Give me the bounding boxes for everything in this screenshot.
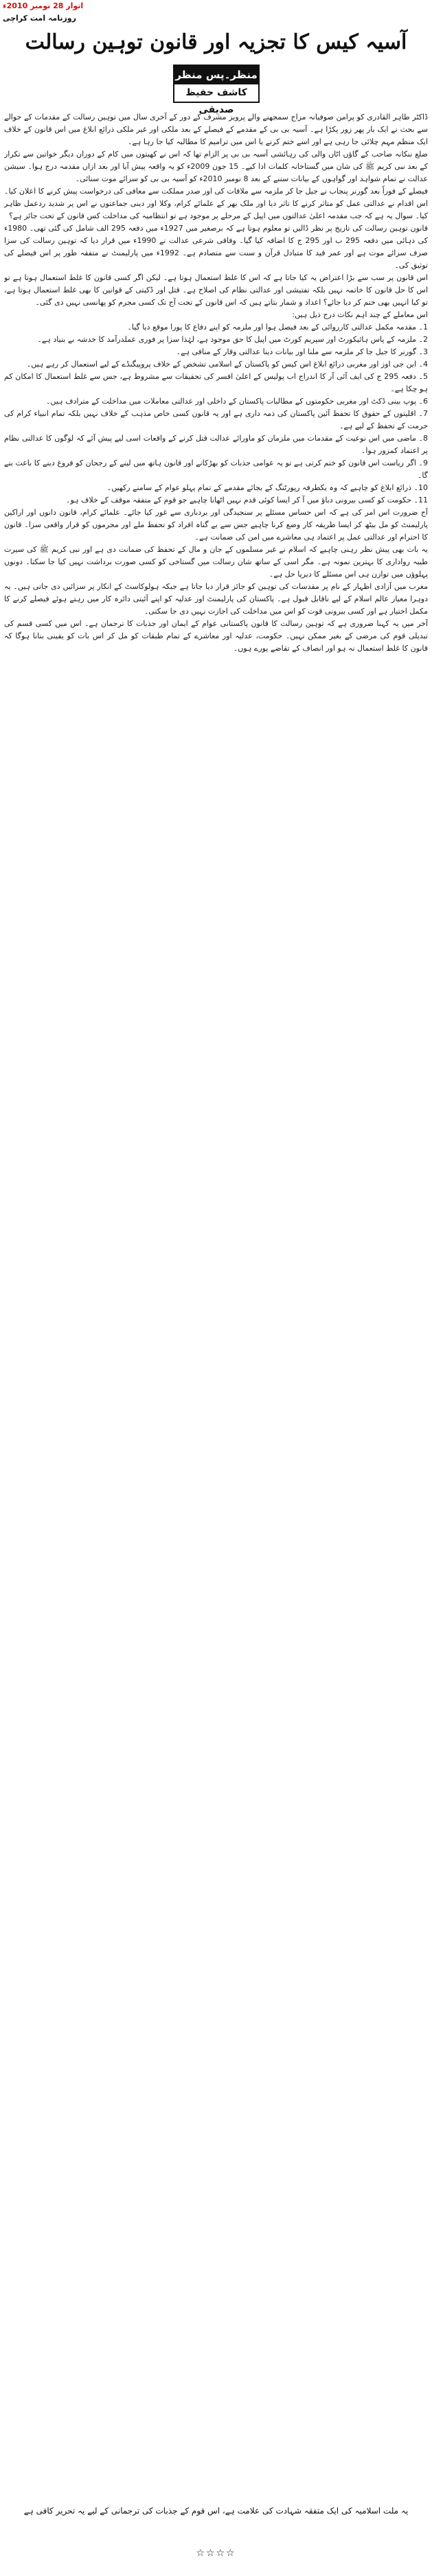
article-paragraph: ڈاکٹر طاہر القادری کو پرامن صوفیانہ مزاج سمجھنے والے پرویز مشرف کے دور کے آخری سال میں توہین رسالت کے مقدمات کے حوالے سے بحث نے ایک بار پھر زور پکڑا ہے۔ آسیہ بی بی کے مقدمے کے فیصلے کے بعد ملکی اور غیر ملکی ذرائع ابلاغ میں اس قانون کے خلاف ایک منظم مہم چلائی جا رہی ہے اور اسے ختم کرنے یا اس میں ترامیم کا مطالبہ کیا جا رہا ہے۔ bbox=[4, 113, 428, 146]
closing-line: یہ ملت اسلامیہ کی ایک متفقہ شہادت کی علامت ہے، اس قوم کے جذبات کی ترجمانی کے لیے یہ تحریر کافی ہے bbox=[23, 2506, 409, 2516]
article-paragraph: 8۔ ماضی میں اس نوعیت کے مقدمات میں ملزمان کو ماورائے عدالت قتل کرنے کے واقعات اسی لیے پیش آئے کہ لوگوں کا عدالتی نظام پر اعتماد کمزور ہوا۔ bbox=[4, 434, 428, 455]
article-paragraph: قانون توہین رسالت کی تاریخ پر نظر ڈالیں تو معلوم ہوتا ہے کہ برصغیر میں 1927ء میں دفعہ 295 الف شامل کی گئی تھی۔ 1980ء کی دہائی میں دفعہ 295 ب اور 295 ج کا اضافہ کیا گیا۔ وفاقی شرعی عدالت نے 1990ء میں قرار دیا کہ توہین رسالت کی سزا صرف سزائے موت ہے اور عمر قید کا متبادل قرآن و سنت سے متصادم ہے۔ 1992ء میں پارلیمنٹ نے متفقہ طور پر اس فیصلے کی توثیق کی۔ bbox=[4, 224, 428, 270]
article-paragraph: 7۔ اقلیتوں کے حقوق کا تحفظ آئین پاکستان کی ذمہ داری ہے اور یہ قانون کسی خاص مذہب کے خلاف نہیں بلکہ تمام انبیاء کرام کی حرمت کے تحفظ کے لیے ہے۔ bbox=[4, 409, 428, 430]
article-paragraph: فیصلے کے فوراً بعد گورنر پنجاب نے جیل جا کر ملزمہ سے ملاقات کی اور صدر مملکت سے معافی کی درخواست پیش کرنے کا اعلان کیا۔ اس اقدام نے عدالتی عمل کو متاثر کرنے کا تاثر دیا اور ملک بھر کے علمائے کرام، وکلا اور دینی جماعتوں نے اس پر شدید ردعمل ظاہر کیا۔ سوال یہ ہے کہ جب مقدمہ اعلیٰ عدالتوں میں اپیل کے مرحلے پر موجود ہے تو انتظامیہ کی مداخلت کس قانون کے تحت جائز ہے؟ bbox=[4, 187, 428, 220]
article-paragraph: مغرب میں آزادی اظہار کے نام پر مقدسات کی توہین کو جائز قرار دیا جاتا ہے جبکہ ہولوکاسٹ کے انکار پر سزائیں دی جاتی ہیں۔ یہ دوہرا معیار عالم اسلام کے لیے ناقابل قبول ہے۔ پاکستان کی پارلیمنٹ اور عدلیہ کو اپنے آئینی دائرہ کار میں رہتے ہوئے فیصلے کرنے کا مکمل اختیار ہے اور کسی بیرونی قوت کو اس میں مداخلت کی اجازت نہیں دی جا سکتی۔ bbox=[4, 582, 428, 616]
article-paragraph: 6۔ پوپ بینی ڈکٹ اور مغربی حکومتوں کے مطالبات پاکستان کے داخلی اور عدالتی معاملات میں مداخلت کے مترادف ہیں۔ bbox=[45, 397, 428, 406]
article-paragraph: 3۔ گورنر کا جیل جا کر ملزمہ سے ملنا اور بیانات دینا عدالتی وقار کے منافی ہے۔ bbox=[176, 347, 428, 356]
article-paragraph: آخر میں یہ کہنا ضروری ہے کہ توہین رسالت کا قانون پاکستانی عوام کے ایمان اور جذبات کا ترجمان ہے۔ اس میں کسی قسم کی تبدیلی قوم کی مرضی کے بغیر ممکن نہیں۔ حکومت، عدلیہ اور معاشرے کے تمام طبقات کو مل کر اس بات کو یقینی بنانا ہوگا کہ قانون کا غلط استعمال نہ ہو اور انصاف کے تقاضے پورے ہوں۔ bbox=[4, 619, 428, 653]
article-paragraph: اس قانون پر سب سے بڑا اعتراض یہ کیا جاتا ہے کہ اس کا غلط استعمال ہوتا ہے۔ لیکن اگر کسی قانون کا غلط استعمال ہوتا ہے تو اس کا حل قانون کا خاتمہ نہیں بلکہ تفتیشی اور عدالتی نظام کی اصلاح ہے۔ قتل اور ڈکیتی کے قوانین کا بھی غلط استعمال ہوتا ہے، تو کیا انہیں بھی ختم کر دیا جائے؟ اعداد و شمار بتاتے ہیں کہ اس قانون کے تحت آج تک کسی مجرم کو پھانسی نہیں دی گئی۔ bbox=[4, 273, 428, 307]
article-paragraph: 1۔ مقدمہ مکمل عدالتی کارروائی کے بعد فیصل ہوا اور ملزمہ کو اپنے دفاع کا پورا موقع دیا گیا۔ bbox=[127, 323, 428, 332]
article-paragraph: 10۔ ذرائع ابلاغ کو چاہیے کہ وہ یکطرفہ رپورٹنگ کے بجائے مقدمے کے تمام پہلو عوام کے سامنے رکھیں۔ bbox=[106, 483, 428, 492]
article-paragraph: یہ بات بھی پیش نظر رہنی چاہیے کہ اسلام نے غیر مسلموں کے جان و مال کے تحفظ کی ضمانت دی ہے اور نبی کریم ﷺ کی سیرت طیبہ رواداری کا بہترین نمونہ ہے۔ مگر اسی کے ساتھ شان رسالت میں گستاخی کو کسی صورت برداشت نہیں کیا جا سکتا۔ دونوں پہلوؤں میں توازن ہی اس مسئلے کا دیرپا حل ہے۔ bbox=[4, 545, 428, 579]
article-paragraph: اس معاملے کے چند اہم نکات درج ذیل ہیں: bbox=[292, 310, 428, 319]
column-author: کاشف حفیظ صدیقی bbox=[185, 87, 247, 115]
article-paragraph: 4۔ این جی اوز اور مغربی ذرائع ابلاغ اس کیس کو پاکستان کے اسلامی تشخص کے خلاف پروپیگنڈے کے لیے استعمال کر رہے ہیں۔ bbox=[26, 360, 428, 369]
article-headline: آسیہ کیس کا تجزیہ اور قانون توہین رسالت bbox=[25, 30, 407, 54]
article-paragraph: 2۔ ملزمہ کے پاس ہائیکورٹ اور سپریم کورٹ میں اپیل کا حق موجود ہے، لہٰذا سزا پر فوری عملدرآمد کا خدشہ بے بنیاد ہے۔ bbox=[37, 335, 428, 344]
article-paragraph: 5۔ دفعہ 295 ج کی ایف آئی آر کا اندراج اب پولیس کے اعلیٰ افسر کی تحقیقات سے مشروط ہے، جس سے غلط استعمال کا امکان کم ہو چکا ہے۔ bbox=[4, 372, 428, 393]
article-body bbox=[4, 111, 428, 2486]
column-header-box bbox=[173, 65, 260, 115]
publication-date: اتوار 28 نومبر 2010ء bbox=[3, 1, 84, 10]
publication-source: روزنامہ امت کراچی bbox=[3, 14, 76, 23]
article-paragraph: 11۔ حکومت کو کسی بیرونی دباؤ میں آ کر ایسا کوئی قدم نہیں اٹھانا چاہیے جو قوم کے متفقہ موقف کے خلاف ہو۔ bbox=[65, 496, 428, 504]
article-paragraph: 9۔ اگر ریاست اس قانون کو ختم کرتی ہے تو یہ عوامی جذبات کو بھڑکانے اور قانون ہاتھ میں لینے کے رجحان کو فروغ دینے کا باعث بنے گا۔ bbox=[4, 459, 428, 480]
article-paragraph: آج ضرورت اس امر کی ہے کہ اس حساس مسئلے پر سنجیدگی اور بردباری سے غور کیا جائے۔ علمائے کرام، قانون دانوں اور اراکین پارلیمنٹ کو مل بیٹھ کر ایسا طریقہ کار وضع کرنا چاہیے جس سے بے گناہ افراد کو تحفظ ملے اور مجرموں کو قرار واقعی سزا۔ قانون کا احترام اور عدالتی عمل پر اعتماد ہی معاشرے میں امن کی ضمانت ہے۔ bbox=[4, 508, 428, 542]
closing-stars: ☆☆☆☆ bbox=[196, 2548, 236, 2559]
article-paragraph: ضلع ننکانہ صاحب کے گاؤں اٹاں والی کی رہائشی آسیہ بی بی پر الزام تھا کہ اس نے کھیتوں میں کام کے دوران دیگر خواتین سے تکرار کے بعد نبی کریم ﷺ کی شان میں گستاخانہ کلمات ادا کیے۔ 15 جون 2009ء کو یہ واقعہ پیش آیا اور بعد ازاں مقدمہ درج ہوا۔ سیشن عدالت نے تمام شواہد اور گواہوں کے بیانات سننے کے بعد 8 نومبر 2010ء کو آسیہ بی بی کو سزائے موت سنائی۔ bbox=[4, 150, 428, 183]
column-title: منظر۔پس منظر bbox=[174, 66, 258, 84]
